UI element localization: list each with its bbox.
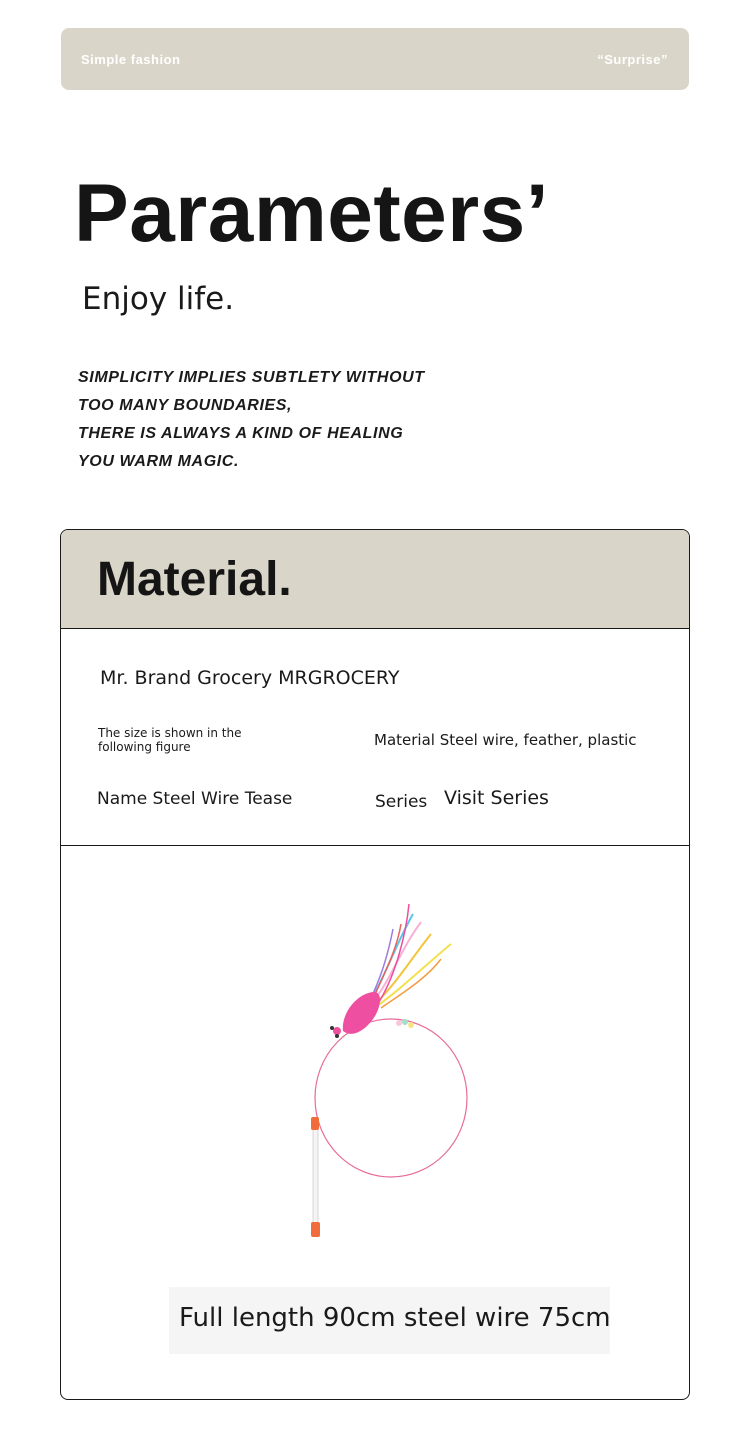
top-banner (61, 28, 689, 90)
material-text: Material Steel wire, feather, plastic (374, 731, 637, 749)
tagline (78, 364, 425, 476)
series-value: Visit Series (444, 787, 549, 809)
tagline-line: YOU WARM MAGIC. (78, 453, 239, 470)
size-note: The size is shown in the following figure (98, 726, 242, 754)
banner-left-text: Simple fashion (81, 52, 181, 67)
material-title: Material. (97, 553, 292, 606)
product-image-area (61, 846, 689, 1399)
name-text: Name Steel Wire Tease (97, 789, 293, 809)
page-subtitle: Enjoy life. (82, 281, 235, 317)
brand-text: Mr. Brand Grocery MRGROCERY (100, 667, 400, 689)
material-card (60, 529, 690, 1400)
length-caption: Full length 90cm steel wire 75cm (179, 1303, 611, 1333)
tagline-line: TOO MANY BOUNDARIES, (78, 397, 293, 414)
banner-right-text: “Surprise” (597, 52, 668, 67)
tagline-line: THERE IS ALWAYS A KIND OF HEALING (78, 425, 404, 442)
caption-box (169, 1287, 610, 1354)
page-title: Parameters’ (74, 168, 550, 259)
series-label: Series (375, 792, 428, 812)
material-card-header (61, 530, 689, 629)
cat-teaser-wand-image (301, 874, 481, 1244)
material-info (61, 629, 689, 846)
tagline-line: SIMPLICITY IMPLIES SUBTLETY WITHOUT (78, 369, 425, 386)
